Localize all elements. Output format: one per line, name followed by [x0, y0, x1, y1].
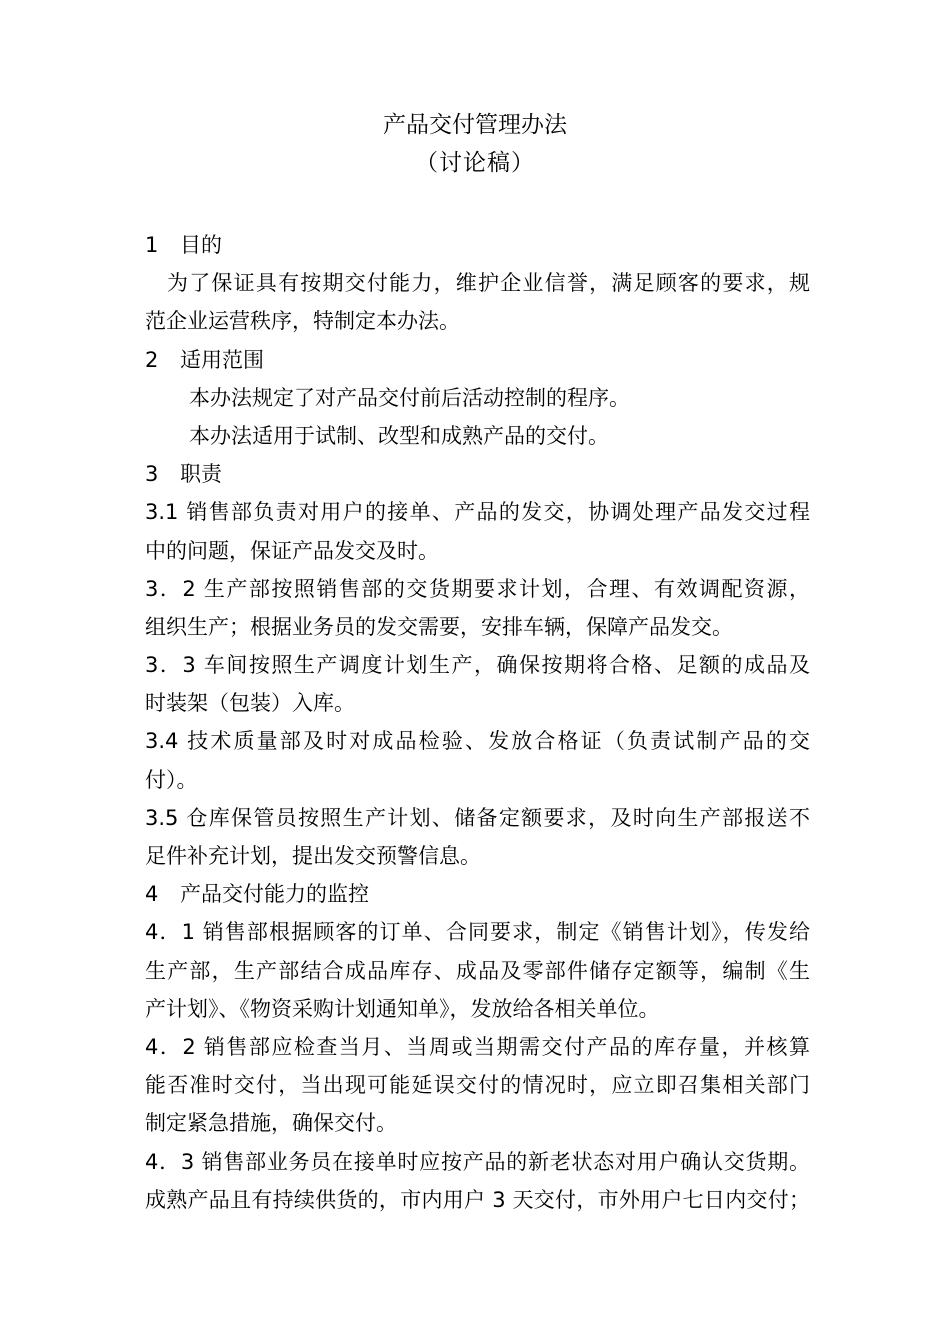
- section-title: 职责: [180, 462, 222, 487]
- section-number: 2: [145, 347, 159, 372]
- paragraph-line: 组织生产；根据业务员的发交需要，安排车辆，保障产品发交。: [145, 614, 733, 639]
- paragraph-line: 3．2 生产部按照销售部的交货期要求计划，合理、有效调配资源，: [145, 576, 810, 601]
- paragraph-line: 范企业运营秩序，特制定本办法。: [145, 309, 460, 334]
- document-subtitle: （讨论稿）: [415, 150, 535, 176]
- paragraph-line: 3.1 销售部负责对用户的接单、产品的发交，协调处理产品发交过程: [145, 500, 810, 525]
- section-number: 4: [145, 882, 159, 907]
- paragraph-line: 产计划》、《物资采购计划通知单》，发放给各相关单位。: [145, 996, 660, 1021]
- section-title: 目的: [180, 233, 222, 257]
- paragraph-line: 付）。: [145, 767, 198, 792]
- paragraph-line: 本办法适用于试制、改型和成熟产品的交付。: [189, 423, 609, 448]
- section-heading-4: [145, 875, 810, 913]
- paragraph-line: 中的问题，保证产品发交及时。: [145, 538, 439, 563]
- paragraph-line: 成熟产品且有持续供货的，市内用户 3 天交付，市外用户七日内交付；: [145, 1187, 810, 1212]
- paragraph-line: 3．3 车间按照生产调度计划生产，确保按期将合格、足额的成品及: [145, 653, 810, 678]
- document-body: [145, 226, 810, 1219]
- paragraph-line: 生产部，生产部结合成品库存、成品及零部件储存定额等，编制《生: [145, 958, 810, 983]
- section-heading-1: [145, 226, 810, 264]
- paragraph-line: 能否准时交付，当出现可能延误交付的情况时，应立即召集相关部门: [145, 1073, 810, 1098]
- section-title: 适用范围: [180, 347, 264, 372]
- section-title: 产品交付能力的监控: [180, 882, 369, 907]
- paragraph-line: 制定紧急措施，确保交付。: [145, 1111, 397, 1136]
- paragraph-line: 为了保证具有按期交付能力，维护企业信誉，满足顾客的要求，规: [167, 271, 810, 296]
- paragraph-line: 足件补充计划，提出发交预警信息。: [145, 844, 481, 868]
- paragraph-line: 时装架（包装）入库。: [145, 691, 355, 716]
- paragraph-line: 3.4 技术质量部及时对成品检验、发放合格证（负责试制产品的交: [145, 729, 810, 754]
- paragraph-line: 本办法规定了对产品交付前后活动控制的程序。: [189, 385, 630, 410]
- paragraph-line: 3.5 仓库保管员按照生产计划、储备定额要求，及时向生产部报送不: [145, 805, 810, 830]
- paragraph-line: 4．3 销售部业务员在接单时应按产品的新老状态对用户确认交货期。: [145, 1149, 810, 1174]
- paragraph-line: 4．2 销售部应检查当月、当周或当期需交付产品的库存量，并核算: [145, 1034, 810, 1059]
- paragraph-line: 4．1 销售部根据顾客的订单、合同要求，制定《销售计划》，传发给: [145, 920, 810, 945]
- document-title: 产品交付管理办法: [383, 112, 567, 138]
- section-heading-3: [145, 455, 810, 493]
- section-heading-2: [145, 341, 810, 379]
- section-number: 1: [145, 233, 159, 257]
- section-number: 3: [145, 462, 159, 487]
